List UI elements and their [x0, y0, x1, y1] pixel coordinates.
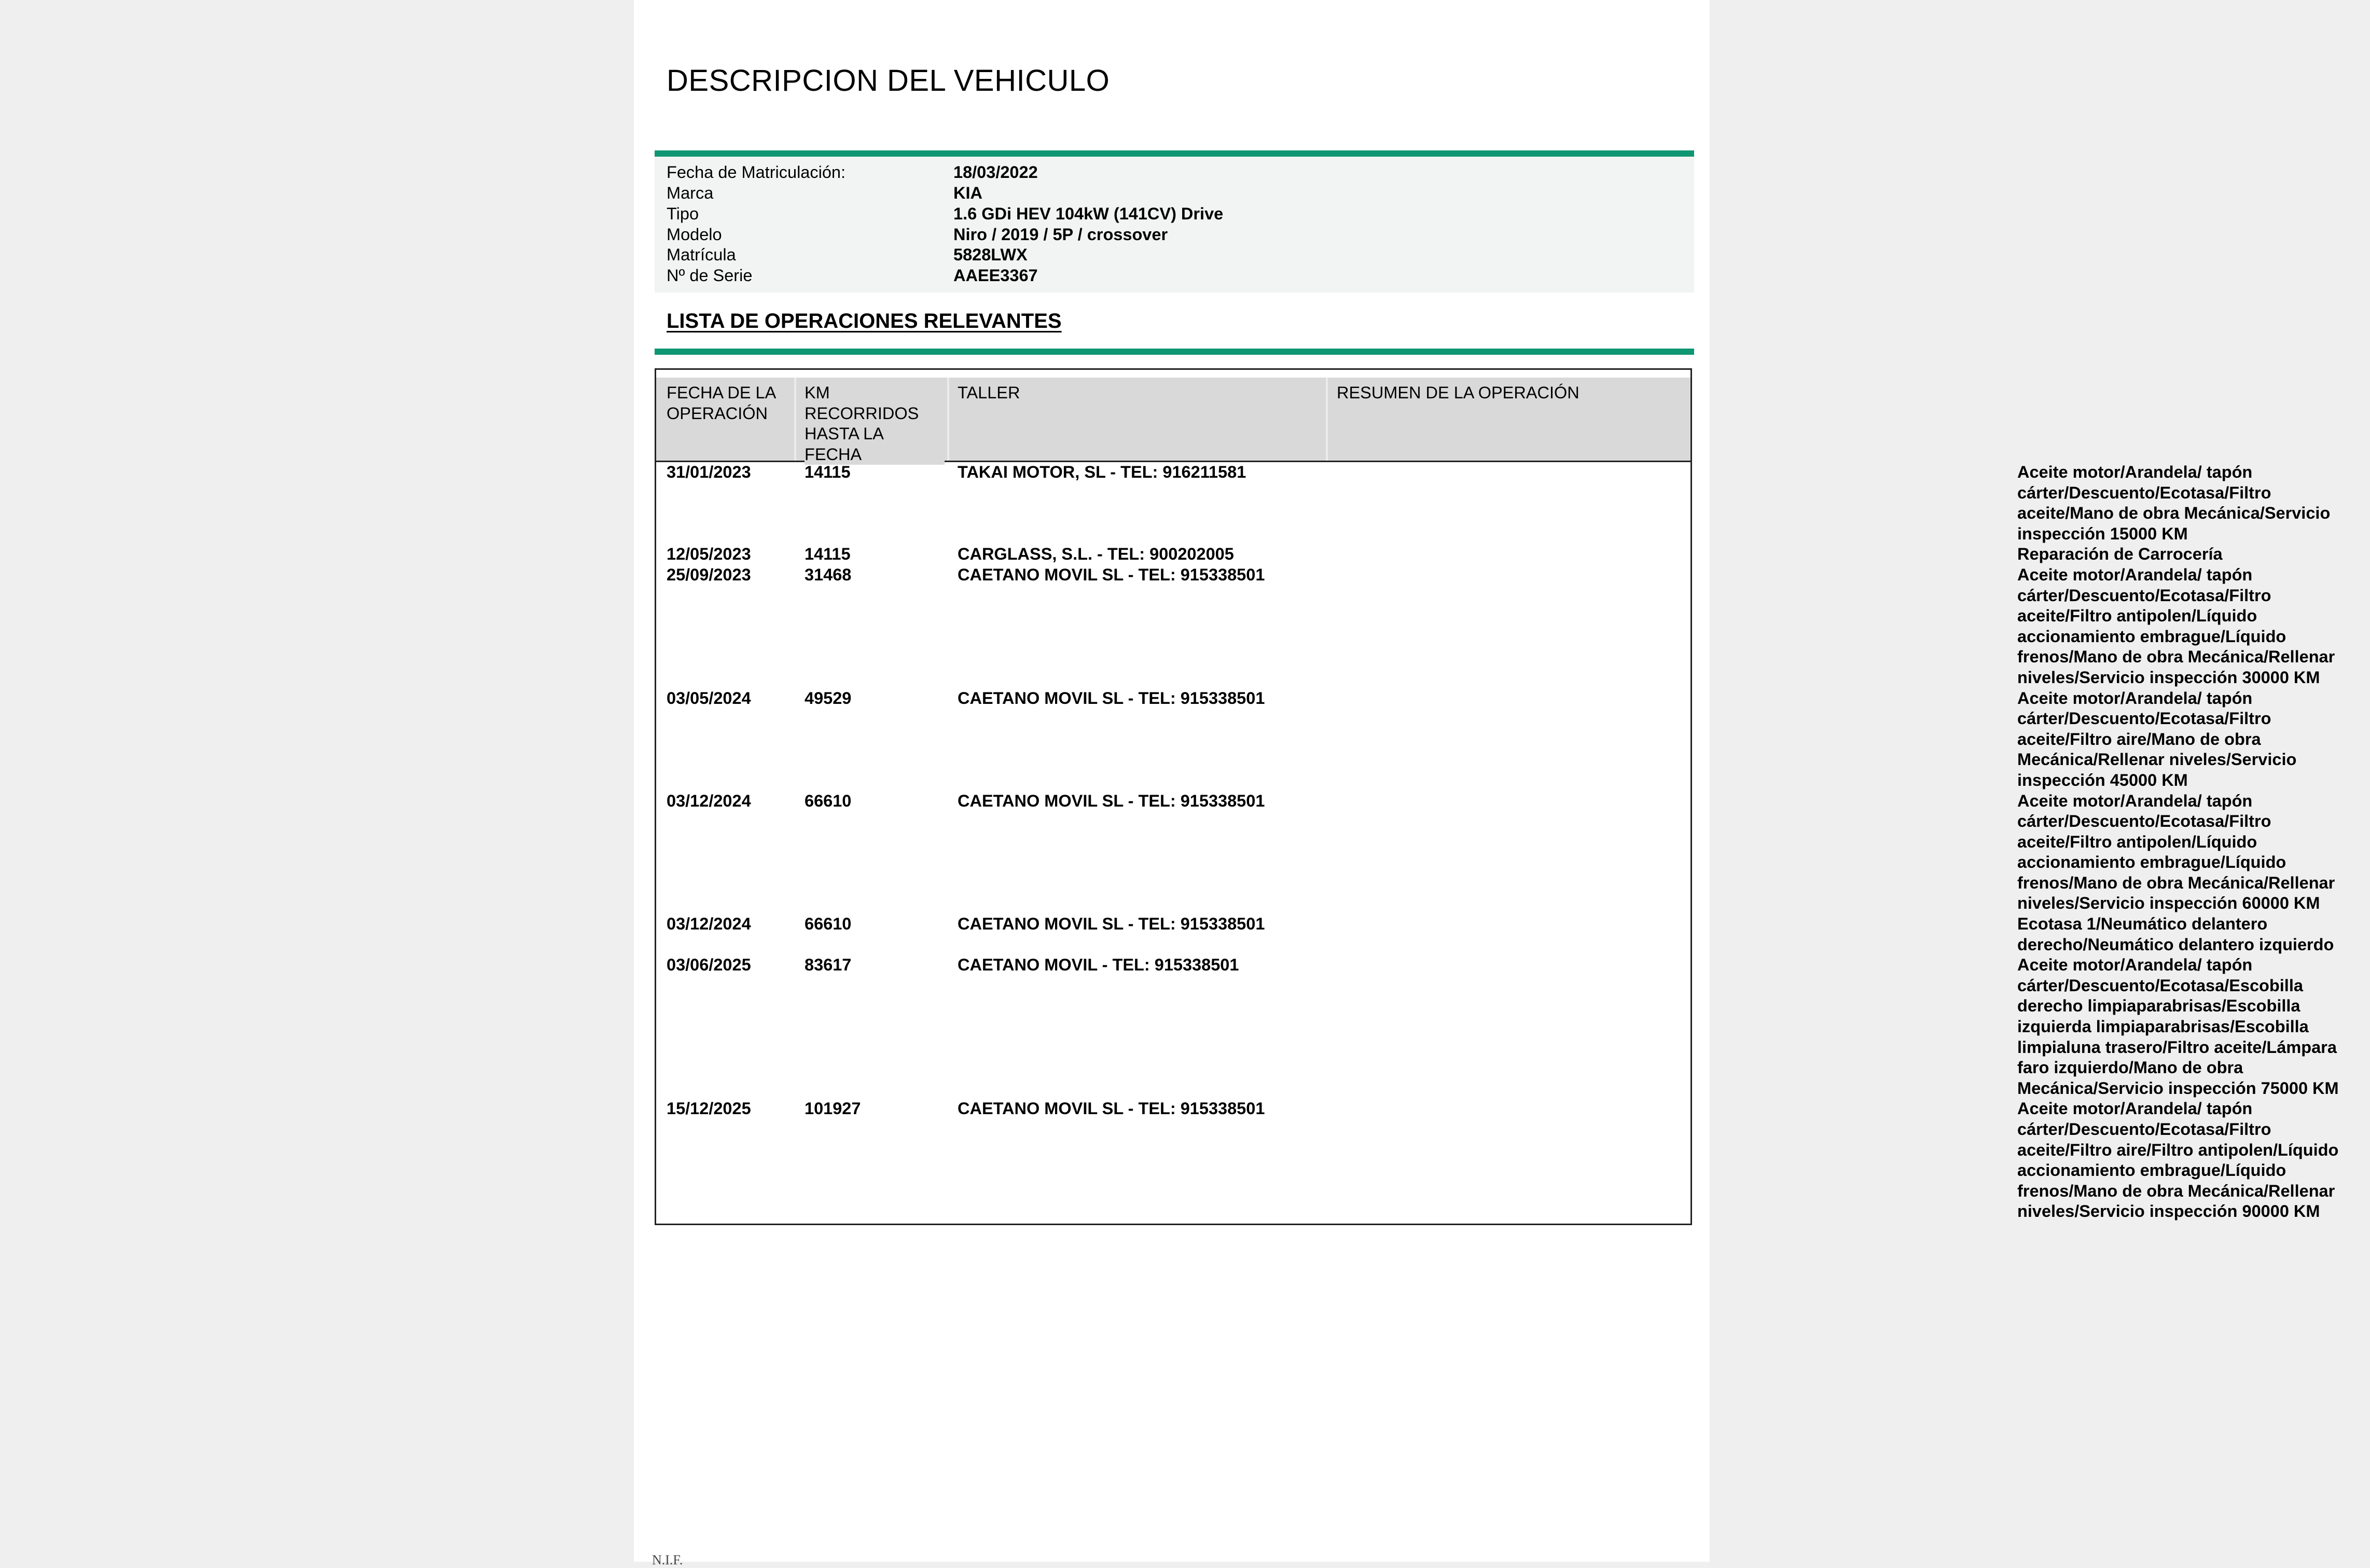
column-separator [794, 378, 796, 461]
vehicle-label: Tipo [667, 204, 699, 223]
vehicle-label: Modelo [667, 225, 722, 244]
header-fecha: FECHA DE LA OPERACIÓN [667, 383, 791, 424]
table-row [656, 914, 2334, 955]
cell-resumen: Ecotasa 1/Neumático delantero derecho/Neumático delantero izquierdo [2017, 914, 2334, 954]
cell-resumen: Aceite motor/Arandela/ tapón cárter/Descuento/Ecotasa/Filtro aceite/Filtro aire/Mano de obra Mecánica/Rellenar niveles/Servicio inspección 45000 KM [2017, 688, 2297, 789]
table-row [656, 688, 2297, 791]
cell-fecha: 03/05/2024 [667, 688, 751, 707]
cell-taller: CAETANO MOVIL - TEL: 915338501 [958, 955, 1239, 975]
table-row [656, 544, 2223, 565]
section-divider [655, 349, 1694, 355]
cell-fecha: 03/12/2024 [667, 791, 751, 810]
cell-km: 49529 [805, 688, 852, 707]
vehicle-value: AAEE3367 [953, 266, 1038, 285]
table-row [656, 462, 2331, 544]
table-row [656, 955, 2339, 1099]
cell-km: 31468 [805, 565, 852, 584]
table-row [656, 1099, 2339, 1222]
cell-taller: CAETANO MOVIL SL - TEL: 915338501 [958, 565, 1265, 584]
cell-taller: CAETANO MOVIL SL - TEL: 915338501 [958, 1099, 1265, 1118]
cell-fecha: 31/01/2023 [667, 463, 751, 481]
table-row [656, 791, 2335, 914]
cell-fecha: 03/06/2025 [667, 955, 751, 975]
operations-heading: LISTA DE OPERACIONES RELEVANTES [667, 310, 1062, 332]
cell-fecha: 03/12/2024 [667, 914, 751, 934]
cell-km: 14115 [805, 545, 851, 564]
cell-resumen: Reparación de Carrocería [2017, 545, 2223, 564]
cell-km: 83617 [805, 955, 852, 975]
header-km: KM RECORRIDOS HASTA LA FECHA [805, 383, 945, 465]
table-body [656, 462, 2339, 1222]
cell-fecha: 12/05/2023 [667, 545, 751, 564]
cell-fecha: 25/09/2023 [667, 565, 751, 584]
cell-resumen: Aceite motor/Arandela/ tapón cárter/Descuento/Ecotasa/Filtro aceite/Filtro antipolen/Líquido accionamiento embrague/Líquido frenos/Mano de obra Mecánica/Rellenar niveles/Servicio inspección 30000 KM [2017, 565, 2335, 687]
cell-taller: CARGLASS, S.L. - TEL: 900202005 [958, 545, 1234, 564]
operations-table [655, 368, 2339, 1225]
table-header [656, 378, 1690, 462]
cell-resumen: Aceite motor/Arandela/ tapón cárter/Descuento/Ecotasa/Filtro aceite/Filtro aire/Filtro antipolen/Líquido accionamiento embrague/Líquido frenos/Mano de obra Mecánica/Rellenar niveles/Servicio inspección 90000 KM [2017, 1099, 2339, 1221]
vehicle-label: Matrícula [667, 245, 736, 264]
cell-km: 66610 [805, 914, 852, 934]
header-taller: TALLER [958, 383, 1326, 404]
cell-taller: CAETANO MOVIL SL - TEL: 915338501 [958, 688, 1265, 707]
cell-resumen: Aceite motor/Arandela/ tapón cárter/Descuento/Ecotasa/Filtro aceite/Filtro antipolen/Líquido accionamiento embrague/Líquido frenos/Mano de obra Mecánica/Rellenar niveles/Servicio inspección 60000 KM [2017, 791, 2335, 913]
cell-km: 66610 [805, 791, 852, 810]
cell-km: 14115 [805, 463, 851, 481]
cell-resumen: Aceite motor/Arandela/ tapón cárter/Descuento/Ecotasa/Filtro aceite/Mano de obra Mecánica/Servicio inspección 15000 KM [2017, 463, 2331, 543]
cell-taller: TAKAI MOTOR, SL - TEL: 916211581 [958, 463, 1246, 481]
column-separator [1326, 378, 1328, 461]
vehicle-label: Nº de Serie [667, 266, 753, 285]
header-resumen: RESUMEN DE LA OPERACIÓN [1337, 383, 1684, 404]
cell-fecha: 15/12/2025 [667, 1099, 751, 1118]
vehicle-label: Marca [667, 184, 714, 202]
section-divider [655, 150, 1694, 157]
document-page [634, 0, 2339, 1567]
cell-taller: CAETANO MOVIL SL - TEL: 915338501 [958, 914, 1265, 934]
column-separator [947, 378, 949, 461]
document-title: DESCRIPCION DEL VEHICULO [667, 64, 1110, 98]
vehicle-value: KIA [953, 184, 982, 202]
vehicle-value: 18/03/2022 [953, 163, 1038, 182]
vehicle-value: 5828LWX [953, 245, 1028, 264]
cell-resumen: Aceite motor/Arandela/ tapón cárter/Descuento/Ecotasa/Escobilla derecho limpiaparabrisas/Escobilla izquierda limpiaparabrisas/Escobilla limpialuna trasero/Filtro aceite/Lámpara faro izquierdo/Mano de obra Mecánica/Servicio inspección 75000 KM [2017, 955, 2339, 1098]
vehicle-label: Fecha de Matriculación: [667, 163, 846, 182]
vehicle-value: 1.6 GDi HEV 104kW (141CV) Drive [953, 204, 1224, 223]
table-row [656, 565, 2335, 688]
footer-text: N.I.F. [652, 1552, 683, 1567]
cell-taller: CAETANO MOVIL SL - TEL: 915338501 [958, 791, 1265, 810]
vehicle-info-panel [655, 157, 1694, 293]
cell-km: 101927 [805, 1099, 861, 1118]
vehicle-value: Niro / 2019 / 5P / crossover [953, 225, 1168, 244]
